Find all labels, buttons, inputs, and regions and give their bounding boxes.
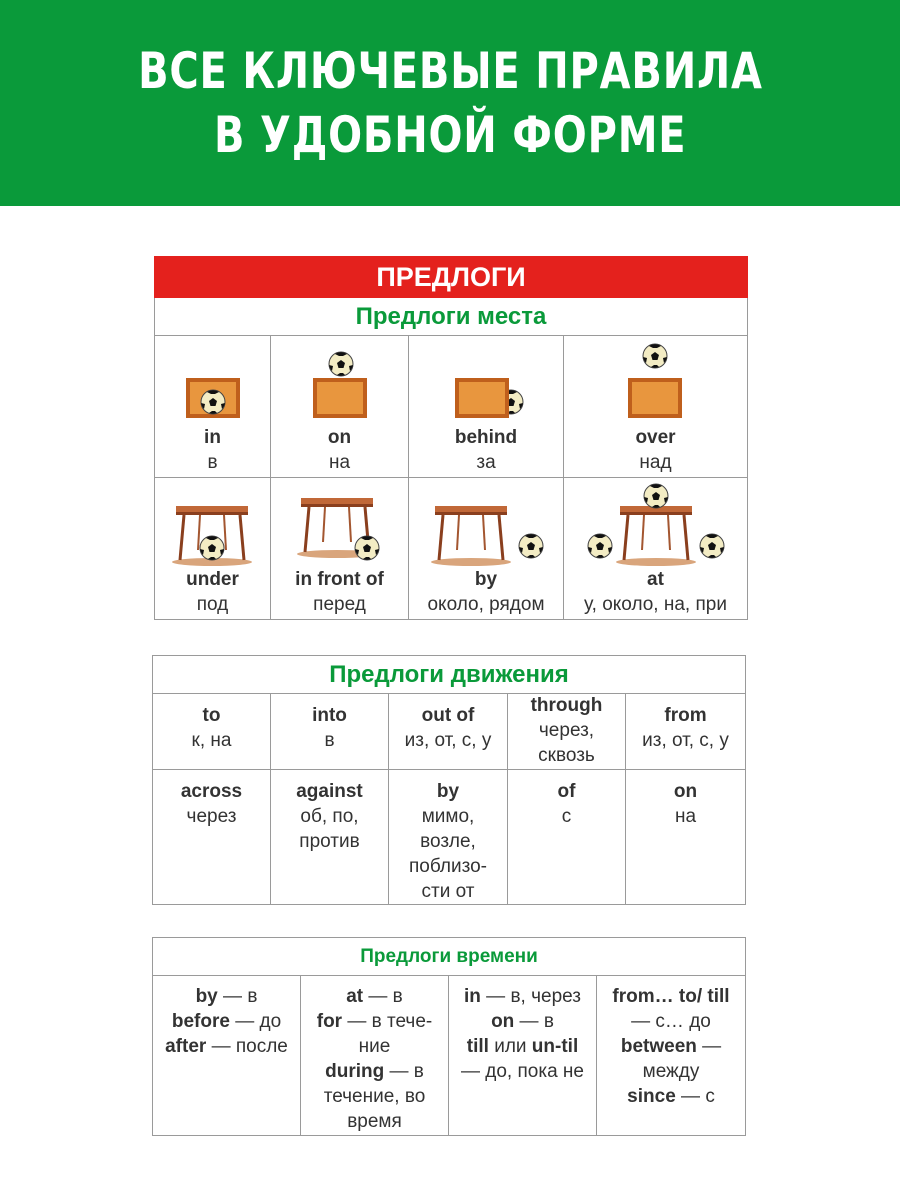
motion-en-against: against — [296, 781, 363, 802]
header-banner — [0, 0, 900, 206]
box-ball-behind-icon — [411, 336, 561, 424]
place-cell-by — [409, 478, 564, 620]
table-ball-under-icon — [158, 478, 268, 566]
time-word-after: after — [165, 1036, 207, 1057]
motion-en-on: on — [673, 781, 698, 802]
time-text-at: — в — [363, 986, 403, 1007]
motion-en-out-of: out of — [421, 705, 475, 726]
place-cell-under — [155, 478, 271, 620]
time-word-since: since — [627, 1086, 676, 1107]
time-cell-3 — [449, 976, 597, 1136]
box-ball-inside-icon — [158, 336, 268, 424]
table-ball-front-icon — [275, 478, 405, 566]
place-ru-on: на — [328, 452, 351, 473]
time-prepositions-table — [152, 937, 746, 1136]
banner-title-line-1: ВСЕ КЛЮЧЕВЫЕ ПРАВИЛА — [137, 42, 763, 100]
place-en-on: on — [327, 427, 352, 448]
place-ru-by: около, рядом — [427, 594, 545, 615]
motion-en-across: across — [180, 781, 243, 802]
time-cell-1 — [153, 976, 301, 1136]
time-cell-4 — [597, 976, 746, 1136]
place-cell-on — [271, 336, 409, 478]
motion-ru-of: с — [561, 806, 572, 827]
time-word-during: during — [325, 1061, 385, 1082]
motion-ru-out-of: из, от, с, у — [404, 730, 492, 751]
place-cell-over — [564, 336, 748, 478]
place-en-behind: behind — [454, 427, 518, 448]
place-section-title: Предлоги места — [155, 298, 748, 336]
time-word-from-to-till: from… to/ till — [612, 986, 730, 1007]
motion-cell-on — [626, 770, 746, 905]
place-ru-behind: за — [476, 452, 496, 473]
place-cell-in-front-of — [271, 478, 409, 620]
place-ru-in: в — [207, 452, 218, 473]
time-word-before: before — [171, 1011, 230, 1032]
motion-ru-into: в — [324, 730, 335, 751]
time-word-until: un-til — [531, 1036, 579, 1057]
motion-en-from: from — [664, 705, 707, 726]
motion-cell-across — [153, 770, 271, 905]
motion-ru-from: из, от, с, у — [642, 730, 729, 751]
time-word-till: till — [466, 1036, 489, 1057]
place-cell-in — [155, 336, 271, 478]
motion-en-of: of — [557, 781, 576, 802]
motion-cell-of — [508, 770, 626, 905]
motion-cell-to — [153, 694, 271, 770]
time-text-since: — с — [675, 1086, 715, 1107]
motion-ru-against: об, по, против — [299, 806, 360, 852]
time-text-or: или — [488, 1036, 532, 1057]
place-en-at: at — [647, 569, 664, 590]
banner-title-line-2: В УДОБНОЙ ФОРМЕ — [213, 106, 687, 164]
time-word-between: between — [620, 1036, 697, 1057]
time-text-on: — в — [514, 1011, 554, 1032]
motion-cell-through — [508, 694, 626, 770]
place-en-under: under — [186, 569, 239, 590]
time-word-for: for — [316, 1011, 343, 1032]
table-ball-beside-icon — [411, 478, 561, 566]
time-word-by: by — [195, 986, 218, 1007]
time-section-title: Предлоги времени — [153, 938, 746, 976]
place-cell-behind — [409, 336, 564, 478]
time-cell-2 — [301, 976, 449, 1136]
place-ru-at: у, около, на, при — [584, 594, 727, 615]
box-ball-above-icon — [566, 336, 746, 424]
time-text-until: — до, пока не — [461, 1061, 584, 1082]
place-en-in-front-of: in front of — [295, 569, 384, 590]
motion-en-through: through — [530, 695, 603, 716]
motion-cell-against — [271, 770, 389, 905]
time-word-on: on — [491, 1011, 515, 1032]
motion-ru-across: через — [186, 806, 237, 827]
time-word-at: at — [346, 986, 364, 1007]
time-text-by: — в — [217, 986, 258, 1007]
table-balls-around-icon — [566, 478, 746, 566]
motion-cell-out-of — [389, 694, 508, 770]
place-ru-over: над — [639, 452, 672, 473]
motion-ru-on: на — [674, 806, 697, 827]
motion-ru-through: через, сквозь — [538, 720, 595, 766]
motion-prepositions-table — [152, 655, 746, 905]
motion-ru-to: к, на — [191, 730, 232, 751]
time-text-between: — между — [642, 1036, 722, 1082]
motion-ru-by: мимо, возле, поблизо-сти от — [409, 806, 487, 902]
time-word-in: in — [464, 986, 481, 1007]
prepositions-main-title: ПРЕДЛОГИ — [155, 257, 748, 298]
place-en-by: by — [474, 569, 498, 590]
box-ball-on-top-icon — [275, 336, 405, 424]
place-cell-at — [564, 478, 748, 620]
place-en-in: in — [204, 427, 221, 448]
place-en-over: over — [635, 427, 676, 448]
place-ru-in-front-of: перед — [313, 594, 366, 615]
time-text-after: — после — [206, 1036, 288, 1057]
motion-en-into: into — [312, 705, 347, 726]
time-text-for: — в тече-ние — [342, 1011, 433, 1057]
time-text-in: — в, через — [480, 986, 581, 1007]
motion-section-title: Предлоги движения — [153, 656, 746, 694]
place-prepositions-table — [154, 256, 748, 620]
time-text-from-to-till: — с… до — [631, 1011, 711, 1032]
motion-cell-by — [389, 770, 508, 905]
place-ru-under: под — [196, 594, 229, 615]
motion-en-by: by — [436, 781, 460, 802]
motion-en-to: to — [202, 705, 221, 726]
motion-cell-from — [626, 694, 746, 770]
time-text-during: — в течение, во время — [323, 1061, 426, 1132]
time-text-before: — до — [229, 1011, 282, 1032]
motion-cell-into — [271, 694, 389, 770]
